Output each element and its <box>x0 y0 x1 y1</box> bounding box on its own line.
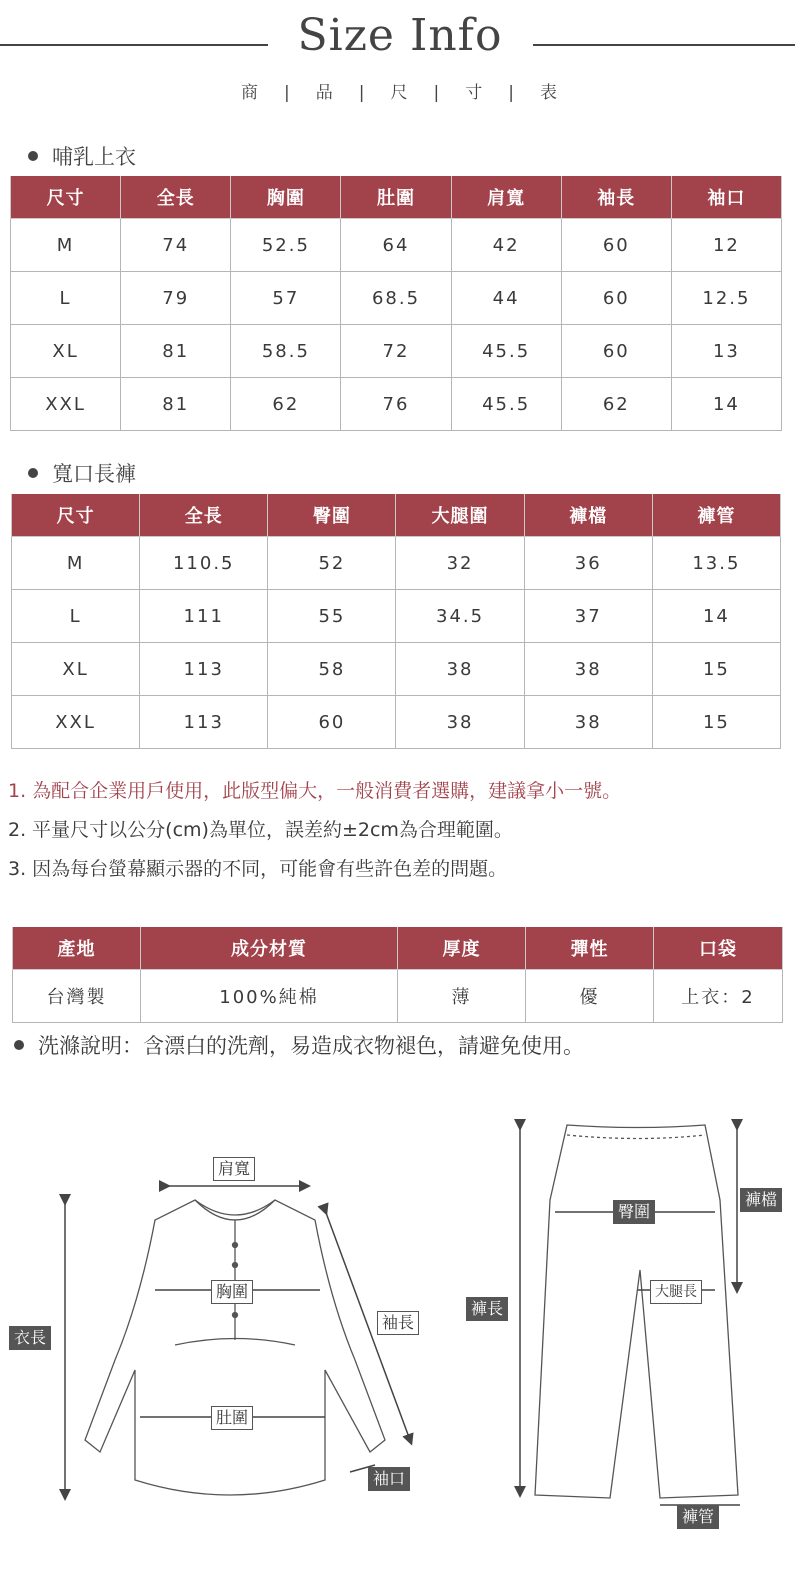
table-cell: 45.5 <box>451 325 561 378</box>
table-cell: 34.5 <box>396 590 524 643</box>
table-header-cell: 全長 <box>140 494 268 537</box>
table-cell: 81 <box>121 325 231 378</box>
pants-size-table <box>11 494 781 749</box>
table-header-row <box>11 176 782 219</box>
table-cell: 14 <box>671 378 781 431</box>
label-thigh: 大腿長 <box>650 1280 702 1304</box>
subtitle-sep: | <box>433 83 442 103</box>
label-length: 衣長 <box>9 1326 51 1350</box>
table-cell: 60 <box>561 219 671 272</box>
table-cell: 42 <box>451 219 561 272</box>
bullet-icon <box>14 1040 24 1050</box>
table-header-cell: 袖長 <box>561 176 671 219</box>
table-cell: 110.5 <box>140 537 268 590</box>
label-sleeve: 袖長 <box>377 1311 419 1335</box>
pants-section-heading <box>28 458 136 488</box>
subtitle-sep: | <box>358 83 367 103</box>
table-cell: 81 <box>121 378 231 431</box>
table-header-cell: 厚度 <box>398 927 526 970</box>
shirt-diagram <box>85 1200 385 1495</box>
table-cell: 52 <box>268 537 396 590</box>
table-row <box>11 378 782 431</box>
table-header-cell: 口袋 <box>654 927 783 970</box>
table-cell: 57 <box>231 272 341 325</box>
table-row <box>11 272 782 325</box>
subtitle-char: 品 <box>315 83 335 103</box>
subtitle <box>0 78 800 103</box>
title-row <box>0 10 800 70</box>
table-header-cell: 褲管 <box>652 494 780 537</box>
table-header-cell: 成分材質 <box>141 927 398 970</box>
table-row <box>13 970 783 1023</box>
table-cell: 12 <box>671 219 781 272</box>
table-cell: XL <box>11 325 121 378</box>
table-header-row <box>12 494 781 537</box>
table-cell: L <box>12 590 140 643</box>
bullet-icon <box>28 468 38 478</box>
table-cell: 14 <box>652 590 780 643</box>
table-cell: 113 <box>140 643 268 696</box>
notes <box>8 772 621 889</box>
table-cell: 113 <box>140 696 268 749</box>
table-cell: 58 <box>268 643 396 696</box>
top-heading-text: 哺乳上衣 <box>52 145 136 169</box>
label-hip: 臀圍 <box>613 1200 655 1224</box>
table-cell: 60 <box>561 272 671 325</box>
table-cell: 44 <box>451 272 561 325</box>
bullet-icon <box>28 151 38 161</box>
table-cell: 79 <box>121 272 231 325</box>
subtitle-char: 商 <box>241 83 261 103</box>
table-cell: 60 <box>561 325 671 378</box>
table-cell: 62 <box>561 378 671 431</box>
table-header-cell: 全長 <box>121 176 231 219</box>
table-cell: 13 <box>671 325 781 378</box>
label-waist: 肚圍 <box>211 1406 253 1430</box>
table-header-cell: 袖口 <box>671 176 781 219</box>
material-table <box>12 927 783 1023</box>
subtitle-sep: | <box>508 83 516 103</box>
table-cell: 37 <box>524 590 652 643</box>
label-cuff: 袖口 <box>368 1467 410 1491</box>
table-header-cell: 產地 <box>13 927 141 970</box>
wash-note-text: 洗滌說明：含漂白的洗劑，易造成衣物褪色，請避免使用。 <box>38 1034 584 1058</box>
table-row <box>12 696 781 749</box>
table-cell: 15 <box>652 643 780 696</box>
table-header-cell: 尺寸 <box>11 176 121 219</box>
note-line: 1. 為配合企業用戶使用，此版型偏大，一般消費者選購，建議拿小一號。 <box>8 780 622 802</box>
table-cell: 13.5 <box>652 537 780 590</box>
table-cell: 58.5 <box>231 325 341 378</box>
table-row <box>12 590 781 643</box>
table-header-cell: 肚圍 <box>341 176 451 219</box>
table-cell: 100%純棉 <box>141 970 398 1023</box>
table-header-cell: 臀圍 <box>268 494 396 537</box>
table-cell: 台灣製 <box>13 970 141 1023</box>
table-cell: 38 <box>524 643 652 696</box>
table-cell: 上衣：2 <box>654 970 783 1023</box>
table-cell: 60 <box>268 696 396 749</box>
table-header-cell: 褲檔 <box>524 494 652 537</box>
table-cell: XXL <box>12 696 140 749</box>
table-row <box>12 643 781 696</box>
label-hem: 褲管 <box>677 1505 719 1529</box>
pants-diagram <box>535 1125 738 1498</box>
table-cell: 38 <box>524 696 652 749</box>
table-cell: 32 <box>396 537 524 590</box>
table-cell: M <box>12 537 140 590</box>
subtitle-char: 表 <box>539 83 559 103</box>
table-cell: 優 <box>526 970 654 1023</box>
table-cell: 76 <box>341 378 451 431</box>
table-header-cell: 肩寬 <box>451 176 561 219</box>
table-cell: M <box>11 219 121 272</box>
table-header-cell: 彈性 <box>526 927 654 970</box>
title-rule-right <box>533 44 795 46</box>
table-cell: 55 <box>268 590 396 643</box>
subtitle-sep: | <box>284 83 292 103</box>
table-cell: 36 <box>524 537 652 590</box>
table-header-cell: 尺寸 <box>12 494 140 537</box>
table-row <box>11 219 782 272</box>
table-cell: 薄 <box>398 970 526 1023</box>
note-line: 3. 因為每台螢幕顯示器的不同，可能會有些許色差的問題。 <box>8 858 508 880</box>
table-cell: 52.5 <box>231 219 341 272</box>
subtitle-char: 寸 <box>465 83 485 103</box>
table-cell: 38 <box>396 643 524 696</box>
table-cell: 38 <box>396 696 524 749</box>
label-rise: 褲檔 <box>740 1188 782 1212</box>
table-cell: 64 <box>341 219 451 272</box>
table-cell: 111 <box>140 590 268 643</box>
table-header-row <box>13 927 783 970</box>
table-cell: 68.5 <box>341 272 451 325</box>
page-title: Size Info <box>297 10 503 61</box>
table-row <box>12 537 781 590</box>
table-cell: 72 <box>341 325 451 378</box>
subtitle-char: 尺 <box>390 83 410 103</box>
top-section-heading <box>28 141 136 171</box>
label-shoulder: 肩寬 <box>213 1157 255 1181</box>
note-line: 2. 平量尺寸以公分(cm)為單位，誤差約±2cm為合理範圍。 <box>8 819 513 841</box>
table-cell: 45.5 <box>451 378 561 431</box>
table-cell: XXL <box>11 378 121 431</box>
table-header-cell: 胸圍 <box>231 176 341 219</box>
table-cell: 74 <box>121 219 231 272</box>
label-pants-length: 褲長 <box>466 1297 508 1321</box>
pants-heading-text: 寬口長褲 <box>52 462 136 486</box>
wash-note <box>14 1030 584 1060</box>
table-cell: 62 <box>231 378 341 431</box>
table-cell: L <box>11 272 121 325</box>
table-header-cell: 大腿圍 <box>396 494 524 537</box>
top-size-table <box>10 176 782 431</box>
table-row <box>11 325 782 378</box>
table-cell: 12.5 <box>671 272 781 325</box>
table-cell: XL <box>12 643 140 696</box>
label-chest: 胸圍 <box>211 1280 253 1304</box>
table-cell: 15 <box>652 696 780 749</box>
